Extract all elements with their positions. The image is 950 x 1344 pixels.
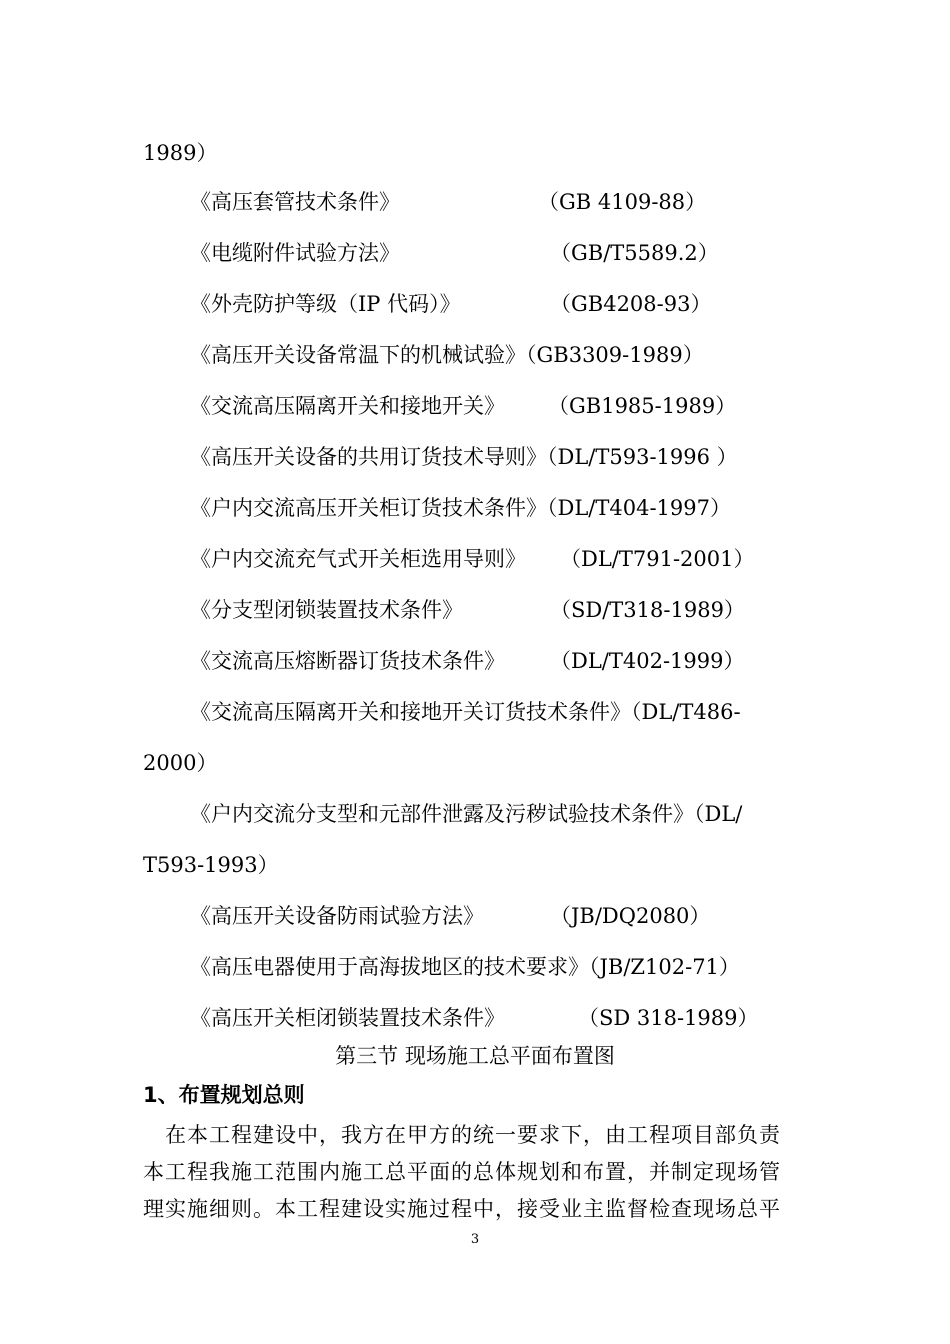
reference-item bbox=[0, 1004, 950, 1032]
reference-code: （JB/DQ2080） bbox=[550, 904, 711, 928]
reference-code: （DL/T402-1999） bbox=[550, 649, 745, 673]
reference-item bbox=[0, 953, 950, 981]
reference-title: 《高压开关设备的共用订货技术导则》（DL/T593-1996 ） bbox=[190, 445, 738, 469]
reference-item bbox=[0, 290, 950, 318]
reference-item bbox=[0, 341, 950, 369]
reference-code: （DL/T791-2001） bbox=[560, 547, 755, 571]
paragraph-line: 在本工程建设中，我方在甲方的统一要求下，由工程项目部负责 bbox=[143, 1123, 781, 1147]
reference-title: 《高压开关设备常温下的机械试验》（GB3309-1989） bbox=[190, 343, 704, 367]
section-title: 第三节 现场施工总平面布置图 bbox=[335, 1044, 615, 1068]
reference-code: （GB/T5589.2） bbox=[550, 241, 719, 265]
reference-title: 《电缆附件试验方法》 bbox=[190, 241, 400, 265]
section-heading: 1、布置规划总则 bbox=[143, 1083, 305, 1107]
reference-title: 《户内交流高压开关柜订货技术条件》（DL/T404-1997） bbox=[190, 496, 731, 520]
reference-code: （GB 4109-88） bbox=[538, 190, 707, 214]
reference-title: 《户内交流充气式开关柜选用导则》 bbox=[190, 547, 526, 571]
reference-code: （GB4208-93） bbox=[550, 292, 712, 316]
continued-line: 2000） bbox=[143, 751, 218, 775]
reference-title: 《高压套管技术条件》 bbox=[190, 190, 400, 214]
reference-title: 《交流高压隔离开关和接地开关》 bbox=[190, 394, 505, 418]
reference-item bbox=[0, 494, 950, 522]
paragraph-line: 理实施细则。本工程建设实施过程中，接受业主监督检查现场总平 bbox=[143, 1197, 781, 1221]
reference-code: （SD/T318-1989） bbox=[550, 598, 745, 622]
reference-title: 《外壳防护等级（IP 代码）》 bbox=[190, 292, 461, 316]
paragraph-line: 本工程我施工范围内施工总平面的总体规划和布置，并制定现场管 bbox=[143, 1160, 781, 1184]
reference-item bbox=[0, 443, 950, 471]
reference-item-long: 《交流高压隔离开关和接地开关订货技术条件》（DL/T486- bbox=[190, 700, 741, 724]
reference-title: 《高压开关柜闭锁装置技术条件》 bbox=[190, 1006, 505, 1030]
reference-title: 《高压电器使用于高海拔地区的技术要求》（JB/Z102-71） bbox=[190, 955, 740, 979]
continued-line: T593-1993） bbox=[143, 853, 279, 877]
reference-title: 《分支型闭锁装置技术条件》 bbox=[190, 598, 463, 622]
reference-item bbox=[0, 239, 950, 267]
reference-item bbox=[0, 647, 950, 675]
reference-item-long: 《户内交流分支型和元部件泄露及污秽试验技术条件》（DL/ bbox=[190, 802, 743, 826]
reference-item bbox=[0, 596, 950, 624]
reference-code: （GB1985-1989） bbox=[548, 394, 737, 418]
continued-line: 1989） bbox=[143, 141, 218, 165]
reference-item bbox=[0, 902, 950, 930]
reference-code: （SD 318-1989） bbox=[578, 1006, 759, 1030]
reference-item bbox=[0, 545, 950, 573]
reference-item bbox=[0, 188, 950, 216]
reference-item bbox=[0, 392, 950, 420]
page-number: 3 bbox=[470, 1232, 480, 1247]
reference-title: 《高压开关设备防雨试验方法》 bbox=[190, 904, 484, 928]
reference-title: 《交流高压熔断器订货技术条件》 bbox=[190, 649, 505, 673]
